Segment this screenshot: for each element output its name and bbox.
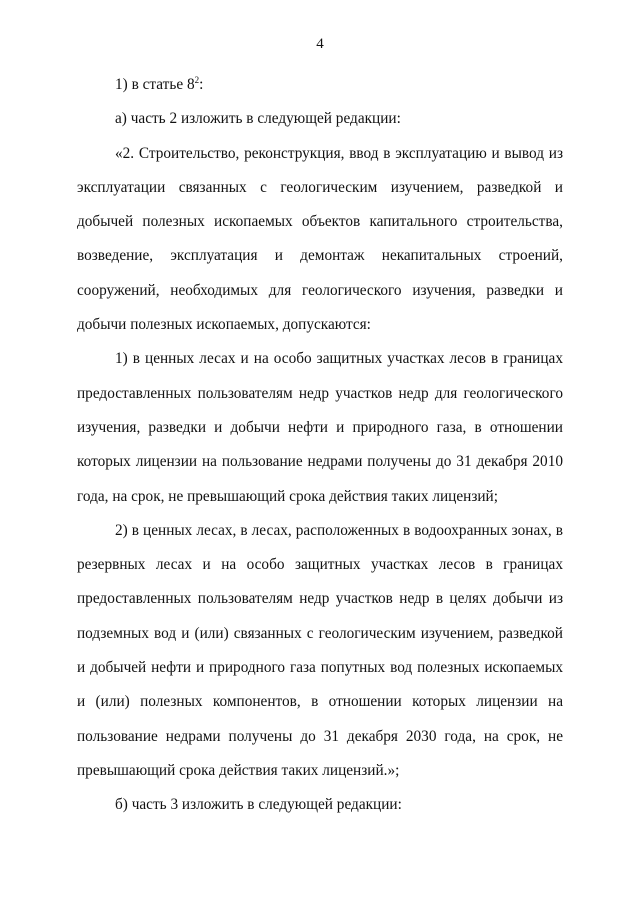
paragraph-part-2: «2. Строительство, реконструкция, ввод в эксплуатацию и вывод из эксплуатации связанных с геологическим изучением, разведкой и добычей полезных ископаемых объектов капитального строительства, возведение, эксплуатация и демонтаж некапитальных строений, сооружений, необходимых для геологического изучения, разведки и добычи полезных ископаемых, допускаются: <box>77 144 563 334</box>
article-superscript: 2 <box>194 75 200 85</box>
paragraph-point-2: 2) в ценных лесах, в лесах, расположенных в водоохранных зонах, в резервных лесах и на особо защитных участках лесов в границах предоставленных пользователям недр участков недр в целях добычи из подземных вод и (или) связанных с геологическим изучением, разведкой и добычей нефти и природного газа попутных вод полезных ископаемых и (или) полезных компонентов, в отношении которых лицензии на пользование недрами получены до 31 декабря 2030 года, на срок, не превышающий срока действия таких лицензий.»; <box>77 521 563 779</box>
paragraph-article-item <box>77 68 563 102</box>
page-number: 4 <box>316 36 324 52</box>
paragraph-subitem-b: б) часть 3 изложить в следующей редакции: <box>115 796 402 814</box>
paragraph-subitem-a: а) часть 2 изложить в следующей редакции: <box>115 110 401 128</box>
paragraph-article-suffix: : <box>199 76 204 93</box>
paragraph-article-text: 1) в статье 8 <box>115 76 195 93</box>
paragraph-point-1: 1) в ценных лесах и на особо защитных участках лесов в границах предоставленных пользователям недр участков недр для геологического изучения, разведки и добычи нефти и природного газа, в отношении которых лицензии на пользование недрами получены до 31 декабря 2010 года, на срок, не превышающий срока действия таких лицензий; <box>77 350 563 505</box>
document-body <box>77 68 563 823</box>
